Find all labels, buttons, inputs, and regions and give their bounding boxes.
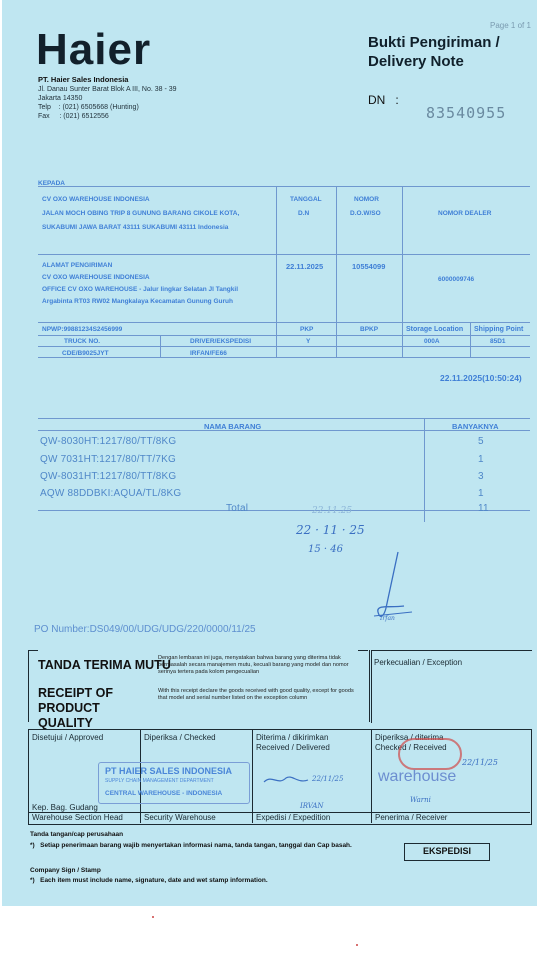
receipt-box-tr <box>358 650 368 651</box>
handwritten-date: 22 · 11 · 25 <box>296 523 365 537</box>
checked-label: Diperiksa / Checked <box>144 733 216 742</box>
dn-label: DN : <box>368 93 399 107</box>
receiver-red-stamp <box>398 738 462 770</box>
tanggal-label: TANGGAL <box>290 196 322 203</box>
info-col-2 <box>336 186 337 357</box>
alamat-address-1: OFFICE CV OXO WAREHOUSE - Jalur lingkar Selatan Jl Tangkil <box>42 286 239 293</box>
items-total-line <box>38 510 530 511</box>
po-number: PO Number:DS049/00/UDG/UDG/220/0000/11/25 <box>34 624 256 635</box>
pkp-label: PKP <box>300 326 314 333</box>
dn-number: 83540955 <box>426 104 507 122</box>
page-indicator: Page 1 of 1 <box>490 21 531 30</box>
info-line-2 <box>38 254 530 255</box>
warehouse-stamp <box>98 762 250 804</box>
item-qty-4: 1 <box>478 488 484 499</box>
info-line-3 <box>38 322 530 323</box>
shipping-label: Shipping Point <box>474 326 524 333</box>
driver-label: DRIVER/EKSPEDISI <box>190 338 252 345</box>
item-qty-1: 5 <box>478 436 484 447</box>
scan-speck-2 <box>356 944 358 946</box>
bpkp-label: BPKP <box>360 326 379 333</box>
penerima-label: Penerima / Receiver <box>375 813 448 822</box>
company-telp: Telp : (021) 6505668 (Hunting) <box>38 104 139 111</box>
tanda-tangan-label: Tanda tangan/cap perusahaan <box>30 831 124 838</box>
info-col-3 <box>402 186 403 357</box>
shipping-value: 85D1 <box>490 338 506 345</box>
approved-label: Disetujui / Approved <box>32 733 104 742</box>
receipt-title: RECEIPT OF PRODUCT QUALITY <box>38 686 114 730</box>
kep-bag-label: Kep. Bag. Gudang <box>32 803 98 812</box>
expedisi-name: IRVAN <box>300 802 324 810</box>
alamat-address-2: Argabinta RT03 RW02 Mangkalaya Kecamatan Gunung Guruh <box>42 298 233 305</box>
items-col-divider <box>424 418 425 522</box>
ekspedisi-label: EKSPEDISI <box>422 846 471 856</box>
handwritten-time: 15 · 46 <box>308 544 343 555</box>
item-qty-2: 1 <box>478 454 484 465</box>
receiver-name: Warni <box>410 796 431 804</box>
footer-note-2: *) Each item must include name, signature, date and wet stamp information. <box>30 877 268 884</box>
tanda-terima-text: Dengan lembaran ini juga, menyatakan bahwa barang yang diterima tidak bermasalah secara manajemen mutu, kecuali barang yang model dan nomor serinya tertera pada kolom pengecualian <box>158 655 349 675</box>
items-header-qty: BANYAKNYA <box>452 422 499 431</box>
doc-title-line1: Bukti Pengiriman / <box>368 34 500 51</box>
info-col-5 <box>160 335 161 357</box>
nomor-sub: D.O.W/SO <box>350 210 381 217</box>
info-line-4 <box>38 335 530 336</box>
driver-value: IRFAN/FE66 <box>190 350 227 357</box>
kepada-address-1: JALAN MOCH OBING TRIP 8 GUNUNG BARANG CIKOLE KOTA, <box>42 210 240 217</box>
info-col-1 <box>276 186 277 357</box>
storage-label: Storage Location <box>406 326 464 333</box>
info-top-line <box>38 186 530 187</box>
items-header-name: NAMA BARANG <box>204 422 262 431</box>
receiver-stamp: warehouse <box>378 768 457 785</box>
info-col-4 <box>470 322 471 357</box>
storage-value: 000A <box>424 338 440 345</box>
dealer-label: NOMOR DEALER <box>438 210 492 217</box>
expedisi-signature <box>262 770 312 790</box>
date-stamp: 22.11.25 <box>312 506 353 516</box>
nomor-value: 10554099 <box>352 262 386 271</box>
pkp-value: Y <box>306 338 311 345</box>
info-line-6 <box>38 357 530 358</box>
info-line-5 <box>38 346 530 347</box>
item-name-1: QW-8030HT:1217/80/TT/8KG <box>40 436 177 447</box>
items-top-line <box>38 418 530 419</box>
sig-col-2 <box>252 729 253 823</box>
exception-label: Perkecualian / Exception <box>374 658 463 667</box>
expedisi-date: 22/11/25 <box>312 775 344 783</box>
tanda-terima-title: TANDA TERIMA MUTU <box>38 658 171 672</box>
haier-logo: Haier <box>36 25 152 74</box>
kepada-name: CV OXO WAREHOUSE INDONESIA <box>42 196 150 203</box>
company-fax: Fax : (021) 6512556 <box>38 113 109 120</box>
signature-name: Irfan <box>380 615 395 622</box>
items-total-value: 11 <box>478 503 489 514</box>
npwp: NPWP:99881234S2456999 <box>42 326 123 333</box>
truck-value: CDE/B9025JYT <box>62 350 109 357</box>
items-total-label: Total <box>226 503 249 514</box>
company-sign-label: Company Sign / Stamp <box>30 867 101 874</box>
company-address-2: Jakarta 14350 <box>38 95 83 102</box>
item-name-4: AQW 88DDBKI:AQUA/TL/8KG <box>40 488 182 499</box>
received-delivered-label: Diterima / dikirimkan Received / Delivered <box>256 733 330 752</box>
company-address-1: Jl. Danau Sunter Barat Blok A III, No. 38 - 39 <box>38 86 177 93</box>
receipt-box-tl <box>28 650 38 651</box>
item-name-3: QW-8031HT:1217/80/TT/8KG <box>40 471 177 482</box>
kepada-address-2: SUKABUMI JAWA BARAT 43111 SUKABUMI 43111 Indonesia <box>42 224 229 231</box>
print-timestamp: 22.11.2025(10:50:24) <box>440 373 522 383</box>
tanggal-sub: D.N <box>298 210 310 217</box>
warehouse-stamp-line3: CENTRAL WAREHOUSE - INDONESIA <box>105 790 223 797</box>
company-name: PT. Haier Sales Indonesia <box>38 75 129 84</box>
kepada-label: KEPADA <box>38 180 65 187</box>
scan-speck-1 <box>152 916 154 918</box>
security-label: Security Warehouse <box>144 813 216 822</box>
truck-label: TRUCK NO. <box>64 338 101 345</box>
receipt-text: With this receipt declare the goods received with good quality, except for goods that model and serial number listed on the exception column <box>158 688 354 701</box>
checked-received-label: Diperiksa / diterima Checked / Received <box>375 733 447 752</box>
dealer-value: 6000009746 <box>438 276 475 283</box>
sig-col-3 <box>371 729 372 823</box>
warehouse-stamp-line1: PT HAIER SALES INDONESIA <box>105 766 233 776</box>
expedisi-label: Expedisi / Expedition <box>256 813 331 822</box>
tanggal-value: 22.11.2025 <box>286 262 324 271</box>
footer-note-1: *) Setiap penerimaan barang wajib menyertakan informasi nama, tanda tangan, tanggal dan Cap basah. <box>30 842 352 849</box>
doc-title-line2: Delivery Note <box>368 53 464 70</box>
warehouse-head-label: Warehouse Section Head <box>32 813 123 822</box>
alamat-label: ALAMAT PENGIRIMAN <box>42 262 113 269</box>
receiver-date: 22/11/25 <box>462 758 498 767</box>
nomor-label: NOMOR <box>354 196 379 203</box>
warehouse-stamp-line2: SUPPLY CHAIN MANAGEMENT DEPARTMENT <box>105 778 214 784</box>
item-name-2: QW 7031HT:1217/80/TT/7KG <box>40 454 176 465</box>
alamat-name: CV OXO WAREHOUSE INDONESIA <box>42 274 150 281</box>
item-qty-3: 3 <box>478 471 484 482</box>
